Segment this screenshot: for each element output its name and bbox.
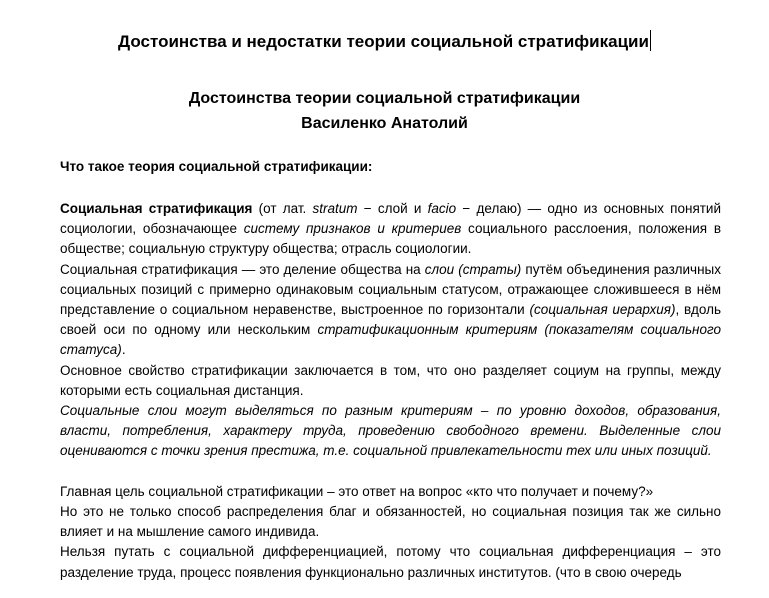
term-bold: Социальная стратификация — [60, 201, 253, 216]
emphasis: систему признаков и критериев — [243, 221, 462, 237]
emphasis: слои (страты) — [424, 261, 522, 277]
text-cursor — [650, 30, 651, 51]
text-run: , вдоль своей оси по одному или нескольким — [60, 302, 721, 338]
paragraph-position: Но это не только способ распределения благ и обязанностей, но социальная позиция так же сильно влияет и на мышление самого индивида. — [60, 504, 721, 540]
text-run: − слой и — [357, 201, 428, 216]
text-run: . — [121, 342, 126, 358]
paragraph-property: Основное свойство стратификации заключается в том, что оно разделяет социум на группы, между которыми есть социальная дистанция. — [60, 362, 721, 398]
section-subtitle: Достоинства теории социальной стратификации — [188, 90, 581, 107]
text-run: путём объединения различных социальных позиций с примерно одинаковым социальным статусом, отражающее сложившееся в нём представление о социальном неравенстве, выстроенное по горизонтали — [60, 261, 721, 318]
paragraph-goal: Главная цель социальной стратификации – это ответ на вопрос «кто что получает и почему?» — [60, 483, 654, 499]
text-run: социального расслоения, положения в обществе; социальную структуру общества; отрасль социологии. — [60, 221, 722, 257]
document-title-text: Достоинства и недостатки теории социальной стратификации — [118, 32, 649, 51]
paragraph-differentiation: Нельзя путать с социальной дифференциацией, потому что социальная дифференциация – это разделение труда, процесс появления функционально различных институтов. (что в свою очередь — [60, 544, 721, 580]
document-title — [0, 30, 769, 54]
text-run: − делаю) — одно из основных понятий социологии, обозначающее — [60, 201, 722, 237]
text-run: (от лат. — [252, 201, 313, 216]
latin-term: facio — [427, 201, 457, 216]
paragraph-definition — [60, 199, 721, 260]
paragraph-division — [60, 260, 721, 361]
document-body — [60, 199, 721, 583]
section-heading: Что такое теория социальной стратификации: — [60, 159, 373, 174]
empty-line — [60, 462, 721, 482]
subtitle-block — [0, 86, 769, 136]
author-name: Василенко Анатолий — [301, 115, 468, 132]
emphasis: (социальная иерархия) — [529, 302, 676, 318]
emphasis: Социальные слои могут выделяться по разным критериям – по уровню доходов, образования, власти, потребления, характеру труда, проведению свободного времени. Выделенные слои оцениваются с точки зрения престижа, т.е. социальной привлекательности тех или иных позиций. — [60, 403, 721, 459]
latin-term: stratum — [312, 201, 358, 216]
text-run: Социальная стратификация — это деление общества на — [60, 261, 425, 277]
paragraph-criteria — [60, 401, 721, 462]
emphasis: стратификационным критериям (показателям социального статуса) — [60, 322, 722, 358]
